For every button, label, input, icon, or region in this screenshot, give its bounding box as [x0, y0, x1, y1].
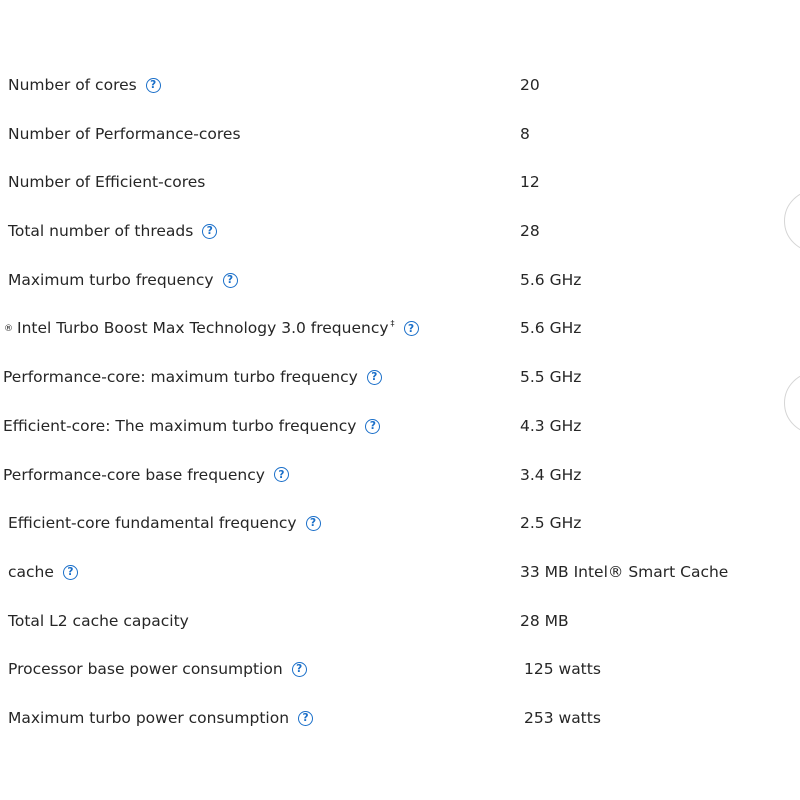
- spec-row-number-of-cores: [0, 61, 800, 110]
- spec-label: Maximum turbo power consumption: [8, 708, 290, 727]
- spec-value: 12: [520, 173, 540, 192]
- spec-label: Maximum turbo frequency: [8, 270, 214, 289]
- spec-row-cache: [0, 548, 800, 597]
- spec-label-wrap: [8, 597, 189, 646]
- spec-label: Number of Efficient-cores: [8, 173, 206, 192]
- spec-label-wrap: [8, 110, 241, 159]
- question-circle-icon[interactable]: ?: [298, 711, 313, 726]
- question-circle-icon[interactable]: ?: [274, 467, 289, 482]
- spec-label: Total L2 cache capacity: [8, 611, 189, 630]
- spec-label-wrap: [8, 548, 78, 597]
- spec-label: Total number of threads: [8, 222, 194, 241]
- spec-row-max-turbo-power: [0, 694, 800, 743]
- spec-label: Efficient-core fundamental frequency: [8, 514, 297, 533]
- spec-value: 28 MB: [520, 611, 569, 630]
- spec-label-wrap: [8, 645, 307, 694]
- spec-row-pcore-max-turbo: [0, 353, 800, 402]
- spec-value: 125 watts: [524, 660, 601, 679]
- spec-label: Intel Turbo Boost Max Technology 3.0 frequency: [17, 319, 389, 338]
- spec-label: Processor base power consumption: [8, 660, 283, 679]
- spec-row-ecore-base-frequency: [0, 499, 800, 548]
- spec-value: 33 MB Intel® Smart Cache: [520, 562, 729, 581]
- question-circle-icon[interactable]: ?: [404, 321, 419, 336]
- spec-value: 3.4 GHz: [520, 465, 582, 484]
- spec-row-performance-cores: [0, 110, 800, 159]
- spec-label-wrap: ® Intel Turbo Boost Max Technology 3.0 frequency ‡ ?: [4, 304, 419, 353]
- spec-value: 5.5 GHz: [520, 368, 582, 387]
- spec-value: 20: [520, 76, 540, 94]
- spec-value: 2.5 GHz: [520, 514, 582, 533]
- spec-value: 8: [520, 124, 530, 143]
- spec-label: cache: [8, 562, 54, 581]
- spec-value: 28: [520, 222, 540, 241]
- spec-value: 253 watts: [524, 708, 601, 727]
- spec-row-turbo-boost-max-3: [0, 304, 800, 353]
- question-circle-icon[interactable]: ?: [146, 78, 161, 93]
- spec-row-efficient-cores: [0, 158, 800, 207]
- question-circle-icon[interactable]: ?: [202, 224, 217, 239]
- spec-label: Number of Performance-cores: [8, 124, 241, 143]
- spec-value: 5.6 GHz: [520, 270, 582, 289]
- spec-value: 5.6 GHz: [520, 319, 582, 338]
- spec-value: 4.3 GHz: [520, 416, 582, 435]
- spec-label-wrap: [8, 207, 217, 256]
- spec-label-wrap: [3, 353, 382, 402]
- question-circle-icon[interactable]: ?: [306, 516, 321, 531]
- question-circle-icon[interactable]: ?: [223, 273, 238, 288]
- spec-label: Efficient-core: The maximum turbo frequency: [3, 416, 357, 435]
- spec-row-total-threads: [0, 207, 800, 256]
- spec-label-wrap: [8, 256, 238, 305]
- spec-label-wrap: [8, 499, 321, 548]
- spec-label: Performance-core: maximum turbo frequency: [3, 368, 358, 387]
- spec-label: Number of cores: [8, 76, 137, 94]
- spec-label-wrap: [8, 158, 205, 207]
- spec-label-wrap: [3, 451, 289, 500]
- spec-label-wrap: [8, 694, 313, 743]
- spec-label-wrap: [3, 402, 380, 451]
- question-circle-icon[interactable]: ?: [292, 662, 307, 677]
- spec-row-max-turbo-frequency: [0, 256, 800, 305]
- spec-row-base-power: [0, 645, 800, 694]
- spec-table: [0, 61, 800, 743]
- question-circle-icon[interactable]: ?: [365, 419, 380, 434]
- spec-label-wrap: [8, 61, 161, 110]
- spec-row-pcore-base-frequency: [0, 451, 800, 500]
- spec-row-l2-cache: [0, 597, 800, 646]
- question-circle-icon[interactable]: ?: [367, 370, 382, 385]
- spec-label: Performance-core base frequency: [3, 465, 265, 484]
- question-circle-icon[interactable]: ?: [63, 565, 78, 580]
- spec-row-ecore-max-turbo: [0, 402, 800, 451]
